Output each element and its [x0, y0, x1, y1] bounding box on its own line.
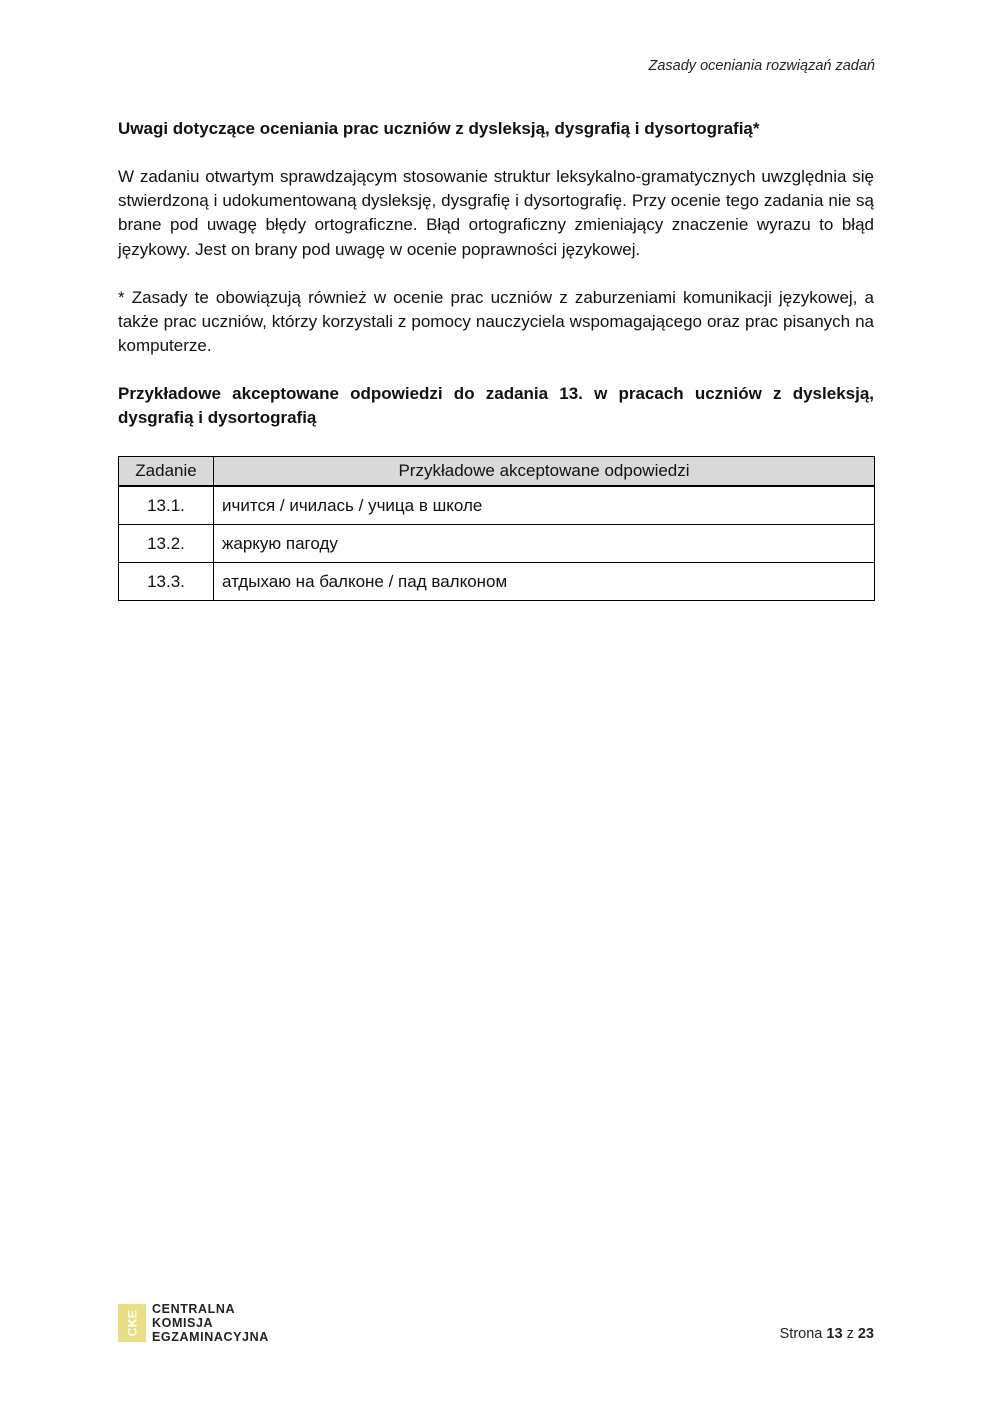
running-header: Zasady oceniania rozwiązań zadań	[648, 58, 875, 74]
table-row	[119, 563, 875, 601]
table-row	[119, 486, 875, 525]
table-header-row	[119, 457, 875, 487]
cke-logo	[118, 1302, 269, 1344]
task-number-cell: 13.3.	[119, 563, 214, 601]
column-header-answers: Przykładowe akceptowane odpowiedzi	[214, 457, 875, 487]
cke-logo-text: CENTRALNA KOMISJA EGZAMINACYJNA	[152, 1302, 269, 1344]
footnote-paragraph: * Zasady te obowiązują również w ocenie prac uczniów z zaburzeniami komunikacji językowej, a także prac uczniów, którzy korzystali z pomocy nauczyciela wspomagającego oraz prac pisanych na komputerze.	[118, 287, 874, 356]
page-number: Strona 13 z 23	[779, 1326, 874, 1342]
page-content	[118, 117, 874, 601]
task-number-cell: 13.1.	[119, 486, 214, 525]
cke-logo-mark-icon: CKE	[118, 1304, 146, 1342]
answer-cell: атдыхаю на балконе / пад валконом	[214, 563, 875, 601]
section-heading-dyslexia: Uwagi dotyczące oceniania prac uczniów z dysleksją, dysgrafią i dysortografią*	[118, 119, 760, 138]
paragraph-rules: W zadaniu otwartym sprawdzającym stosowanie struktur leksykalno-gramatycznych uwzględnia się stwierdzoną i udokumentowaną dysleksję, dysgrafię i dysortografię. Przy ocenie tego zadania nie są brane pod uwagę błędy ortograficzne. Błąd ortograficzny zmieniający znaczenie wyrazu to błąd językowy. Jest on brany pod uwagę w ocenie poprawności językowej.	[118, 167, 874, 259]
task-number-cell: 13.2.	[119, 525, 214, 563]
section-heading-examples: Przykładowe akceptowane odpowiedzi do zadania 13. w pracach uczniów z dysleksją, dysgrafią i dysortografią	[118, 384, 874, 428]
answer-cell: жаркую пагоду	[214, 525, 875, 563]
answer-cell: ичится / ичилась / учица в школе	[214, 486, 875, 525]
answers-table	[118, 456, 875, 601]
column-header-task: Zadanie	[119, 457, 214, 487]
table-row	[119, 525, 875, 563]
